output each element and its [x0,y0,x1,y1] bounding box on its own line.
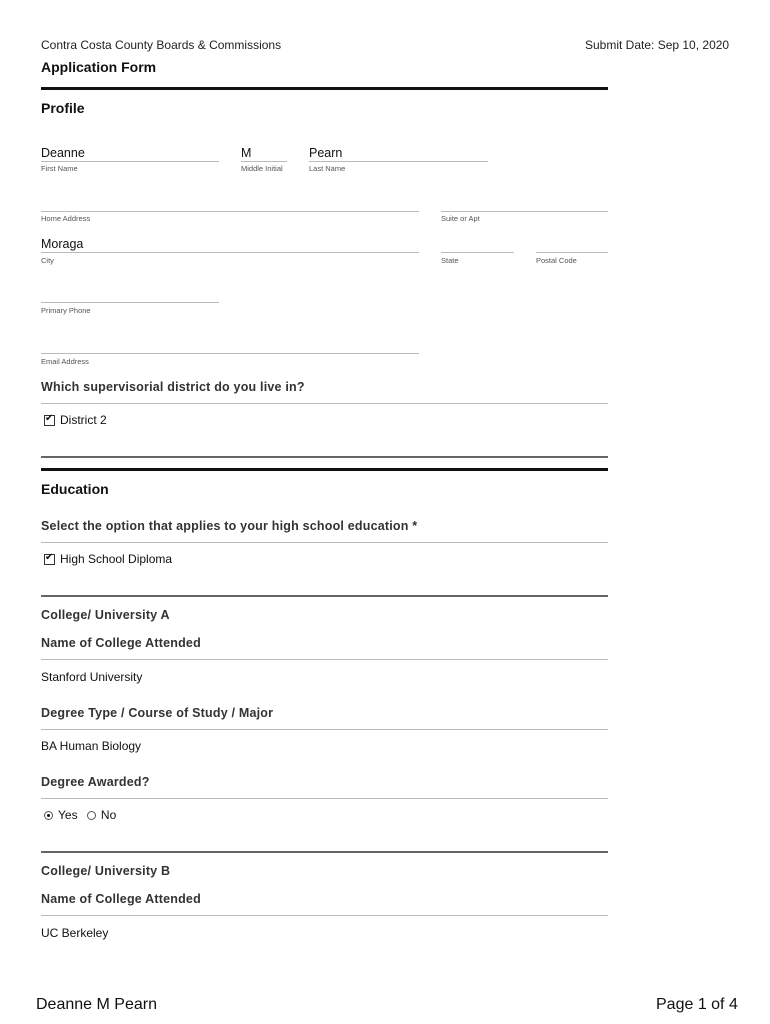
college-b-name-question: Name of College Attended [41,892,201,906]
district-answer: District 2 [60,413,107,427]
district-option [44,413,107,427]
home-address-underline [41,211,419,212]
radio-yes-label: Yes [58,808,78,822]
suite-underline [441,211,608,212]
education-divider [41,468,608,471]
suite-label: Suite or Apt [441,214,480,223]
first-name-underline [41,161,219,162]
primary-phone-underline [41,302,219,303]
submit-date: Submit Date: Sep 10, 2020 [585,38,730,52]
middle-initial-label: Middle Initial [241,164,283,173]
college-a-degree-answer: BA Human Biology [41,739,142,753]
first-name-value: Deanne [41,146,85,160]
postal-code-underline [536,252,608,253]
district-divider [41,403,608,404]
high-school-answer: High School Diploma [60,552,173,566]
college-b-name-answer: UC Berkeley [41,926,109,940]
city-label: City [41,256,54,265]
college-a-heading: College/ University A [41,608,170,622]
college-b-divider [41,851,608,853]
checkbox-checked-icon[interactable] [44,554,55,565]
city-underline [41,252,419,253]
degree-awarded-question: Degree Awarded? [41,775,150,789]
high-school-question: Select the option that applies to your high school education * [41,519,418,533]
last-name-label: Last Name [309,164,346,173]
state-underline [441,252,514,253]
postal-code-label: Postal Code [536,256,577,265]
college-a-name-answer: Stanford University [41,670,143,684]
college-a-name-question: Name of College Attended [41,636,201,650]
education-section-title: Education [41,481,109,497]
profile-end-divider [41,456,608,458]
college-a-degree-question: Degree Type / Course of Study / Major [41,706,274,720]
last-name-value: Pearn [309,146,343,160]
degree-awarded-divider [41,798,608,799]
college-a-divider [41,595,608,597]
state-label: State [441,256,459,265]
college-a-degree-divider [41,729,608,730]
district-question: Which supervisorial district do you live in? [41,380,305,394]
middle-initial-underline [241,161,287,162]
last-name-underline [309,161,488,162]
radio-unselected-icon[interactable] [87,811,96,820]
email-label: Email Address [41,357,89,366]
radio-no-label: No [100,808,117,822]
header-divider [41,87,608,90]
high-school-option [44,552,172,566]
primary-phone-label: Primary Phone [41,306,91,315]
email-underline [41,353,419,354]
college-b-heading: College/ University B [41,864,171,878]
radio-selected-icon[interactable] [44,811,53,820]
profile-section-title: Profile [41,100,85,116]
checkbox-checked-icon[interactable] [44,415,55,426]
middle-initial-value: M [241,146,252,160]
form-title: Application Form [41,59,157,75]
city-value: Moraga [41,237,84,251]
footer-page-number: Page 1 of 4 [656,996,738,1013]
college-a-name-divider [41,659,608,660]
high-school-divider [41,542,608,543]
organization-name: Contra Costa County Boards & Commissions [41,38,282,52]
degree-awarded-options [44,808,116,822]
footer-applicant-name: Deanne M Pearn [36,996,157,1013]
home-address-label: Home Address [41,214,91,223]
first-name-label: First Name [41,164,78,173]
college-b-name-divider [41,915,608,916]
